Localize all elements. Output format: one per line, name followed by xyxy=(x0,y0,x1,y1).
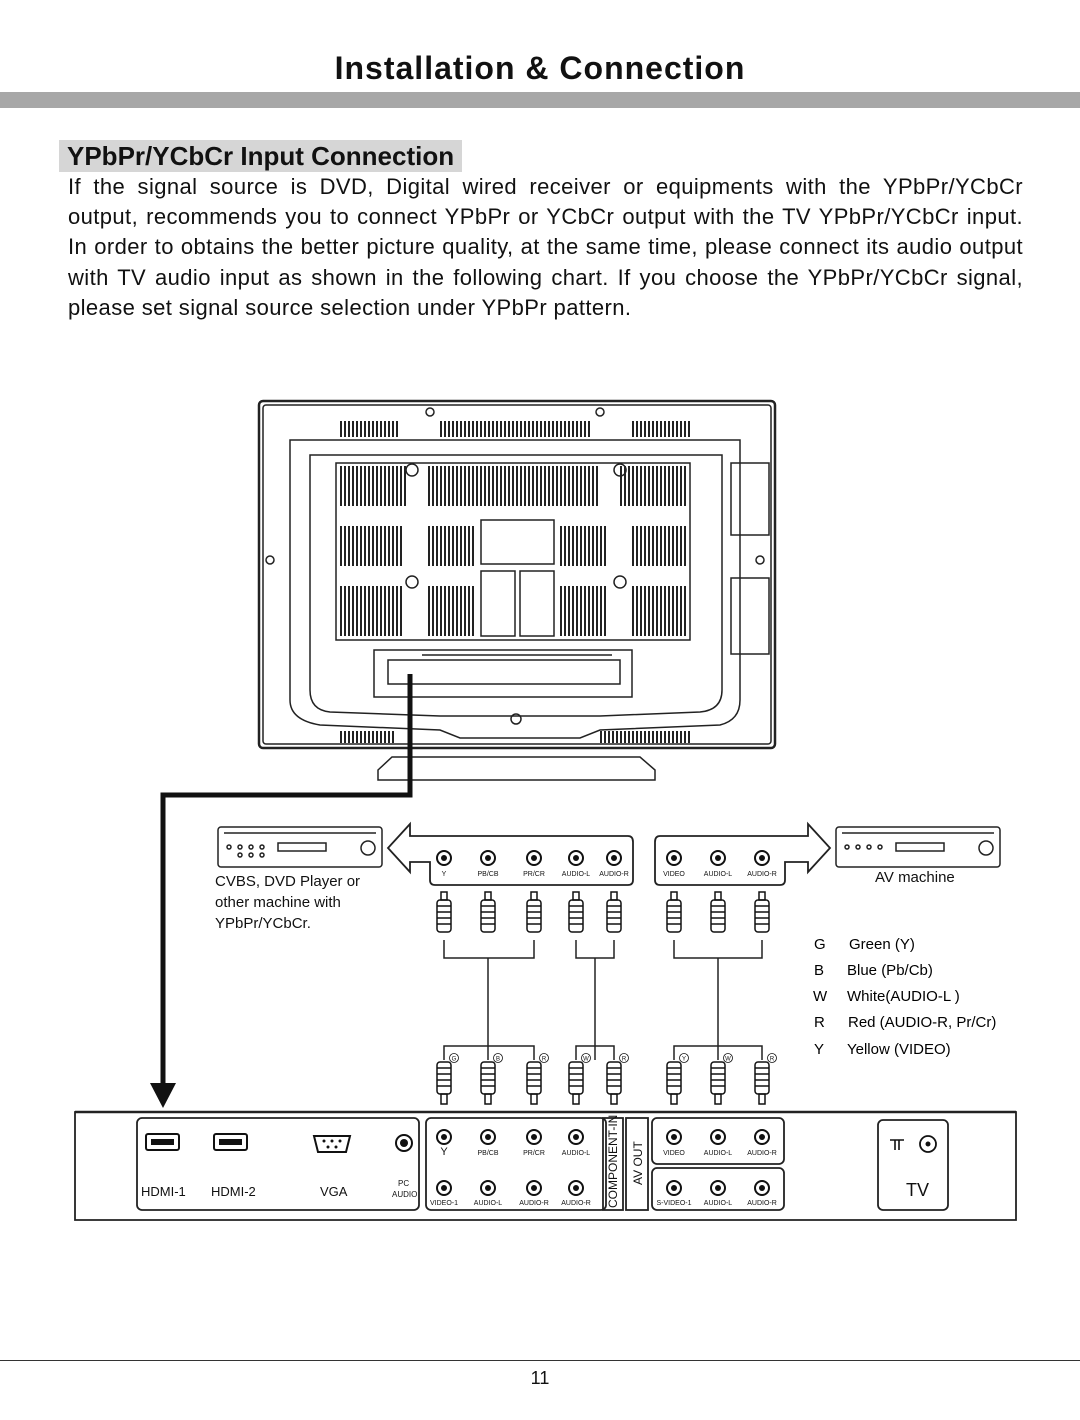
rca-plug-top-2 xyxy=(527,892,541,932)
rca-plug-top-3 xyxy=(569,892,583,932)
hdmi-1-label: HDMI-1 xyxy=(141,1184,186,1199)
plug-letter-right-text-0: Y xyxy=(681,1056,687,1063)
source-jack-labels xyxy=(442,871,777,878)
plug-color-letters xyxy=(450,1054,777,1063)
legend-text-w: White(AUDIO-L ) xyxy=(847,988,960,1005)
source-jack-label-3: AUDIO-L xyxy=(561,871,591,878)
panel-av-out2-label-1: AUDIO-L xyxy=(703,1200,733,1207)
footer-divider xyxy=(0,1360,1080,1361)
page-number: 11 xyxy=(530,1368,550,1388)
plug-letter-left-text-1: B xyxy=(495,1056,501,1063)
source-jack-2 xyxy=(527,851,541,865)
source-jack-3 xyxy=(569,851,583,865)
panel-component-jack-1 xyxy=(481,1130,495,1144)
plug-letter-right-text-2: R xyxy=(769,1056,775,1063)
pc-audio-label-1: PC xyxy=(398,1179,410,1188)
source-jack-1 xyxy=(481,851,495,865)
tv-antenna-port xyxy=(890,1136,936,1152)
rca-plug-bottom-4 xyxy=(607,1062,621,1104)
panel-av-out-jack-1 xyxy=(711,1130,725,1144)
rca-plug-bottom-5 xyxy=(667,1062,681,1104)
legend-code-b: B xyxy=(814,962,825,979)
panel-av-out-label-0: VIDEO xyxy=(663,1150,685,1157)
source-jack-label-4: AUDIO-R xyxy=(599,871,629,878)
source-label-line-1: CVBS, DVD Player or xyxy=(215,873,361,890)
rca-cables xyxy=(444,940,762,1060)
component-in-label: COMPONENT-IN xyxy=(606,1114,620,1208)
hdmi-1-port xyxy=(146,1134,179,1150)
panel-av-out-jack-2 xyxy=(755,1130,769,1144)
panel-av-in-label-0: VIDEO-1 xyxy=(429,1200,459,1207)
color-legend xyxy=(813,936,996,1058)
rca-plug-bottom-0 xyxy=(437,1062,451,1104)
plug-letter-left-0 xyxy=(450,1054,459,1063)
panel-component-jack-3 xyxy=(569,1130,583,1144)
plug-letter-left-text-2: R xyxy=(541,1056,547,1063)
av-jack-0 xyxy=(667,851,681,865)
panel-av-in-jack-0 xyxy=(437,1181,451,1195)
rca-plug-top-5 xyxy=(667,892,681,932)
panel-av-out2-label-0: S-VIDEO-1 xyxy=(656,1200,692,1207)
source-jack-label-0: Y xyxy=(441,871,447,878)
av-jack-2 xyxy=(755,851,769,865)
panel-av-in-jack-3 xyxy=(569,1181,583,1195)
plug-letter-right-1 xyxy=(724,1054,733,1063)
panel-component-jack-2 xyxy=(527,1130,541,1144)
hdmi-2-label: HDMI-2 xyxy=(211,1184,256,1199)
legend-code-g: G xyxy=(814,936,826,953)
source-output-panel xyxy=(388,824,633,885)
panel-component-label-0: Y xyxy=(440,1146,448,1158)
plug-letter-left-text-0: G xyxy=(451,1056,457,1063)
panel-component-label-1: PB/CB xyxy=(477,1150,499,1157)
pc-audio-label-2: AUDIO xyxy=(392,1190,418,1199)
vga-label: VGA xyxy=(320,1184,348,1199)
rca-plug-bottom-1 xyxy=(481,1062,495,1104)
panel-av-in-label-3: AUDIO-R xyxy=(561,1200,591,1207)
plug-letter-right-text-1: W xyxy=(725,1056,731,1063)
panel-av-out2-jack-0 xyxy=(667,1181,681,1195)
plug-letter-left-1 xyxy=(494,1054,503,1063)
rca-plug-bottom-3 xyxy=(569,1062,583,1104)
plug-letter-left-text-4: R xyxy=(621,1056,627,1063)
plug-letter-left-3 xyxy=(582,1054,591,1063)
panel-component-jack-0 xyxy=(437,1130,451,1144)
rca-plug-top-0 xyxy=(437,892,451,932)
plug-letter-right-0 xyxy=(680,1054,689,1063)
source-label-line-3: YPbPr/YCbCr. xyxy=(215,915,311,932)
panel-av-out-label-2: AUDIO-R xyxy=(747,1150,777,1157)
rca-plug-top-6 xyxy=(711,892,725,932)
rca-plug-bottom-6 xyxy=(711,1062,725,1104)
rca-plugs-top xyxy=(437,892,769,932)
rca-plug-bottom-2 xyxy=(527,1062,541,1104)
rca-plug-top-4 xyxy=(607,892,621,932)
plug-letter-left-4 xyxy=(620,1054,629,1063)
panel-component-label-2: PR/CR xyxy=(523,1150,545,1157)
source-jack-0 xyxy=(437,851,451,865)
plug-letter-left-text-3: W xyxy=(583,1056,589,1063)
vga-port xyxy=(314,1136,350,1152)
tv-rear-illustration xyxy=(259,401,775,780)
rca-plug-top-1 xyxy=(481,892,495,932)
panel-av-out2-label-2: AUDIO-R xyxy=(747,1200,777,1207)
panel-av-out-jack-0 xyxy=(667,1130,681,1144)
legend-code-y: Y xyxy=(814,1041,825,1058)
source-dvd-player xyxy=(218,827,382,867)
plug-letter-right-2 xyxy=(768,1054,777,1063)
panel-av-in-jack-2 xyxy=(527,1181,541,1195)
panel-av-out2-jack-2 xyxy=(755,1181,769,1195)
panel-av-out-label-1: AUDIO-L xyxy=(703,1150,733,1157)
legend-text-g: Green (Y) xyxy=(849,936,915,953)
av-jack-label-0: VIDEO xyxy=(663,871,685,878)
rca-plug-top-7 xyxy=(755,892,769,932)
av-jack-1 xyxy=(711,851,725,865)
source-jacks xyxy=(437,851,769,865)
av-out-label: AV OUT xyxy=(631,1141,645,1185)
legend-code-r: R xyxy=(814,1014,825,1031)
legend-text-y: Yellow (VIDEO) xyxy=(847,1041,951,1058)
section-heading: YPbPr/YCbCr Input Connection xyxy=(59,140,462,172)
legend-text-r: Red (AUDIO-R, Pr/Cr) xyxy=(848,1014,997,1031)
panel-av-out2-jack-1 xyxy=(711,1181,725,1195)
rca-plug-bottom-7 xyxy=(755,1062,769,1104)
source-jack-label-2: PR/CR xyxy=(523,871,545,878)
panel-component-label-3: AUDIO-L xyxy=(561,1150,591,1157)
legend-text-b: Blue (Pb/Cb) xyxy=(847,962,933,979)
source-jack-4 xyxy=(607,851,621,865)
pc-audio-port xyxy=(396,1135,412,1151)
tv-label: TV xyxy=(906,1180,930,1200)
panel-av-in-jack-1 xyxy=(481,1181,495,1195)
rca-plugs-bottom xyxy=(437,1062,769,1104)
source-label-line-2: other machine with xyxy=(215,894,341,911)
page-title: Installation & Connection xyxy=(334,50,746,86)
body-paragraph: If the signal source is DVD, Digital wired receiver or equipments with the YPbPr/YCbCr output, recommends you to connect YPbPr or YCbCr output with the TV YPbPr/YCbCr input. In order to obtains the better picture quality, at the same time, please connect its audio output with TV audio input as shown in the following chart. If you choose the YPbPr/YCbCr signal, please set signal source selection under YPbPr pattern. xyxy=(68,174,1023,320)
plug-letter-left-2 xyxy=(540,1054,549,1063)
av-jack-label-1: AUDIO-L xyxy=(703,871,733,878)
hdmi-2-port xyxy=(214,1134,247,1150)
av-jack-label-2: AUDIO-R xyxy=(747,871,777,878)
source-jack-label-1: PB/CB xyxy=(477,871,499,878)
panel-av-in-label-2: AUDIO-R xyxy=(519,1200,549,1207)
legend-code-w: W xyxy=(813,988,828,1005)
av-machine-label: AV machine xyxy=(875,869,955,886)
av-machine-device xyxy=(836,827,1000,867)
panel-av-in-label-1: AUDIO-L xyxy=(473,1200,503,1207)
